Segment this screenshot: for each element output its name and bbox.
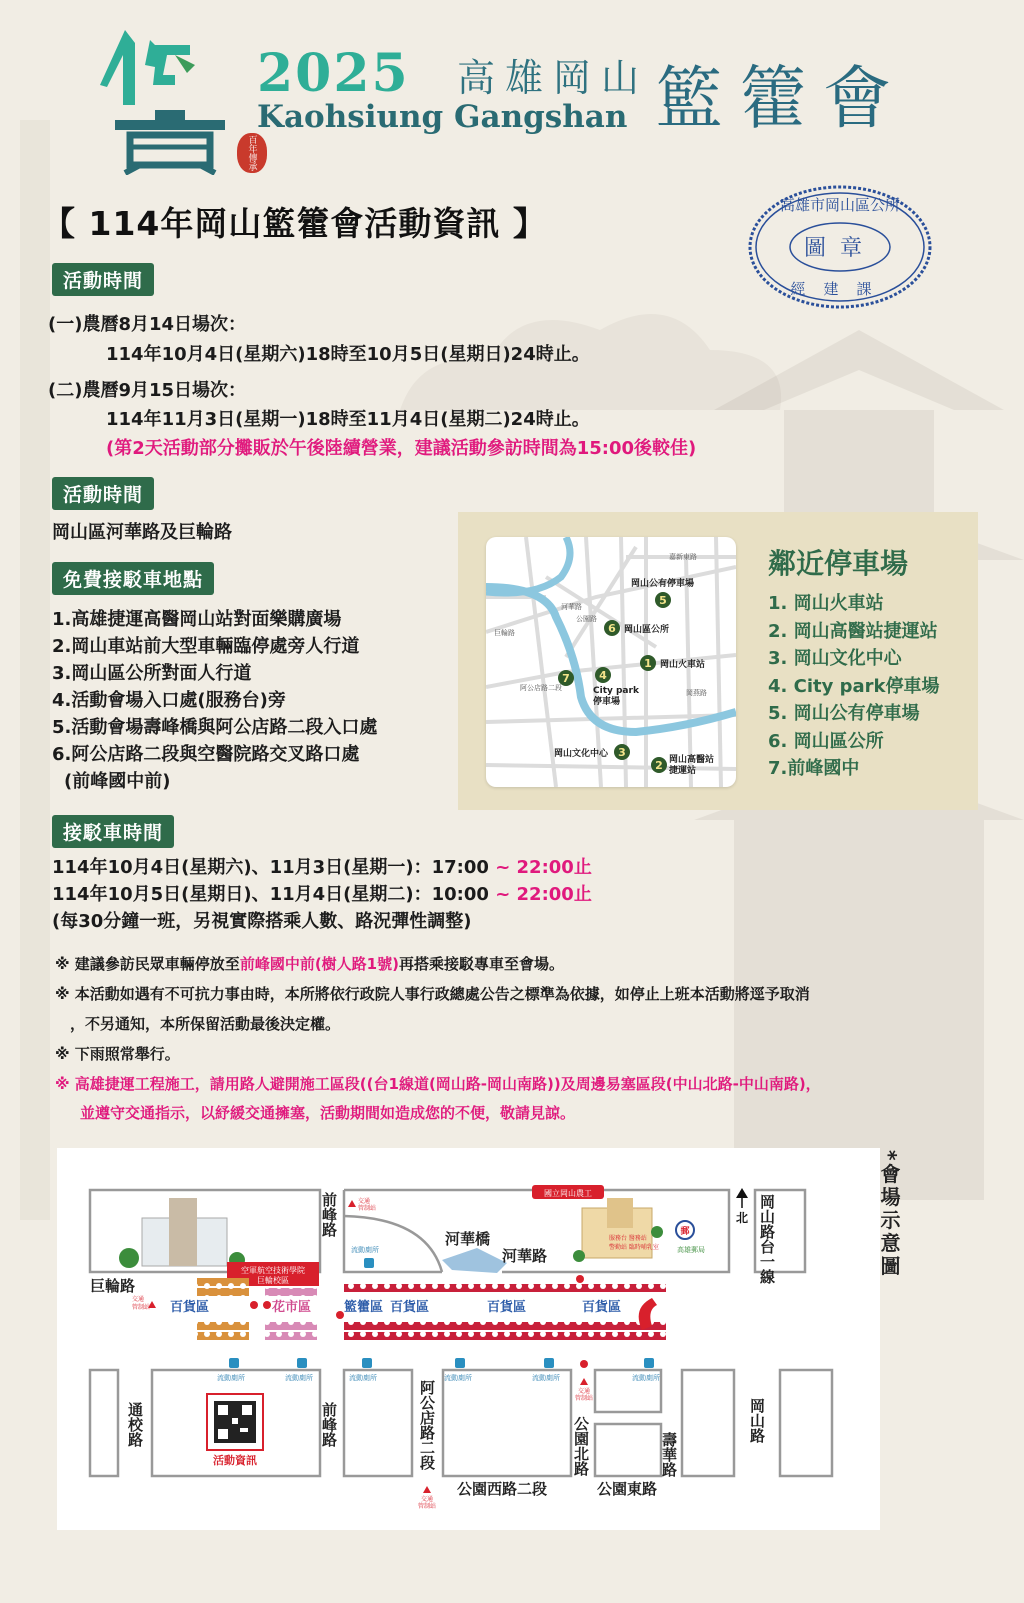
- svg-text:郵: 郵: [680, 1227, 690, 1237]
- heritage-seal: 百年傳承: [237, 133, 267, 173]
- session-1-label: (一)農曆8月14日場次：: [48, 314, 247, 335]
- svg-text:國立岡山農工: 國立岡山農工: [544, 1189, 592, 1198]
- notice-parking: [55, 953, 564, 974]
- svg-text:前峰路: 前峰路: [320, 1192, 338, 1237]
- svg-text:流動廁所: 流動廁所: [632, 1374, 660, 1382]
- session-note: (第2天活動部分攤販於午後陸續營業，建議活動參訪時間為15:00後較佳): [106, 438, 697, 459]
- svg-text:4: 4: [599, 669, 607, 682]
- notice-text: 再搭乘接駁專車至會場。: [398, 955, 564, 973]
- shuttle-time-start: 114年10月5日(星期日)、11月4日(星期二)：10:00: [52, 884, 489, 905]
- svg-text:公園西路二段: 公園西路二段: [457, 1480, 548, 1498]
- shuttle-stop-item: (前峰國中前): [64, 771, 171, 792]
- shuttle-time-tag: 接駁車時間: [52, 815, 174, 848]
- svg-text:巨輪路: 巨輪路: [494, 629, 515, 637]
- svg-text:河華路: 河華路: [561, 603, 582, 611]
- svg-text:警勤站 臨時哺乳室: 警勤站 臨時哺乳室: [609, 1244, 659, 1251]
- notice-mrt-construction-2: 並遵守交通指示，以紓緩交通擁塞，活動期間如造成您的不便，敬請見諒。: [80, 1104, 576, 1122]
- shuttle-stop-item: 5.活動會場壽峰橋與阿公店路二段入口處: [52, 717, 378, 738]
- notice-force-majeure-1: ※ 本活動如遇有不可抗力事由時，本所將依行政院人事行政總處公告之標準為依據，如停止上班本活動將逕予取消: [55, 985, 810, 1003]
- notice-mrt-construction-1: ※ 高雄捷運工程施工，請用路人避開施工區段((台1線道(岡山路-岡山南路))及周邊易塞區段(中山北路-中山南路)，: [55, 1075, 821, 1093]
- svg-text:岡燕路: 岡燕路: [686, 689, 707, 697]
- festival-name-chinese: 籃籗會: [655, 60, 908, 139]
- svg-text:服務台 醫務站: 服務台 醫務站: [609, 1235, 647, 1242]
- svg-text:百貨區: 百貨區: [487, 1300, 527, 1315]
- svg-text:停車場: 停車場: [593, 697, 621, 707]
- svg-text:公園路: 公園路: [576, 615, 597, 623]
- svg-text:流動廁所: 流動廁所: [444, 1374, 472, 1382]
- shuttle-time-row-1: [52, 853, 592, 879]
- shuttle-stop-item: 2.岡山車站前大型車輛臨停處旁人行道: [52, 636, 360, 657]
- parking-item: 4. City park停車場: [768, 675, 940, 697]
- svg-text:岡山文化中心: 岡山文化中心: [554, 749, 609, 759]
- notice-rain: ※ 下雨照常舉行。: [55, 1045, 180, 1063]
- svg-text:公園北路: 公園北路: [572, 1416, 590, 1476]
- svg-text:交通: 交通: [358, 1198, 371, 1205]
- svg-text:北: 北: [736, 1211, 749, 1225]
- page-title: 【 114年岡山籃籗會活動資訊 】: [42, 204, 547, 243]
- svg-text:圖章: 圖章: [803, 236, 877, 261]
- svg-text:管制站: 管制站: [418, 1503, 437, 1510]
- shuttle-stop-item: 6.阿公店路二段與空醫院路交叉路口處: [52, 744, 360, 765]
- svg-text:6: 6: [608, 622, 616, 635]
- shuttle-time-start: 114年10月4日(星期六)、11月3日(星期一)：17:00: [52, 857, 489, 878]
- svg-text:交通: 交通: [421, 1496, 434, 1503]
- notice-text: ※ 建議參訪民眾車輛停放至: [55, 955, 240, 973]
- shuttle-time-end: ~ 22:00止: [488, 884, 592, 905]
- svg-text:5: 5: [659, 594, 667, 607]
- shuttle-time-note: (每30分鐘一班，另視實際搭乘人數、路況彈性調整): [52, 911, 472, 932]
- svg-text:通校路: 通校路: [126, 1402, 144, 1447]
- svg-text:管制站: 管制站: [132, 1304, 151, 1311]
- festival-header: [95, 25, 915, 175]
- svg-text:阿公店路二段: 阿公店路二段: [418, 1380, 436, 1470]
- festival-year: 2025: [257, 43, 410, 104]
- svg-text:岡山路: 岡山路: [748, 1398, 766, 1443]
- parking-item: 7.前峰國中: [768, 758, 860, 779]
- venue-map-graphic: [57, 1148, 880, 1530]
- bamboo-logo-icon: [95, 25, 245, 175]
- svg-text:捷運站: 捷運站: [669, 766, 697, 776]
- shuttle-time-row-2: [52, 880, 592, 906]
- svg-text:高雄郵局: 高雄郵局: [677, 1246, 705, 1254]
- svg-text:巨輪校區: 巨輪校區: [257, 1276, 289, 1285]
- svg-text:City park: City park: [593, 686, 639, 696]
- svg-text:前峰路: 前峰路: [320, 1402, 338, 1447]
- parking-item: 2. 岡山高醫站捷運站: [768, 620, 938, 642]
- svg-text:阿公店路二段: 阿公店路二段: [520, 684, 562, 692]
- svg-text:岡山公有停車場: 岡山公有停車場: [631, 579, 695, 589]
- background-pillar: [20, 120, 50, 1220]
- session-1-detail: 114年10月4日(星期六)18時至10月5日(星期日)24時止。: [106, 344, 590, 365]
- nearby-parking-panel: [458, 512, 978, 810]
- svg-text:嘉新東路: 嘉新東路: [669, 553, 697, 561]
- parking-item: 6. 岡山區公所: [768, 730, 884, 752]
- parking-location-map: [486, 537, 736, 787]
- svg-text:岡山區公所: 岡山區公所: [624, 625, 670, 635]
- shuttle-stop-item: 1.高雄捷運高醫岡山站對面樂購廣場: [52, 609, 342, 630]
- parking-item: 5. 岡山公有停車場: [768, 703, 920, 724]
- parking-map-graphic: [486, 537, 736, 787]
- svg-text:管制站: 管制站: [358, 1205, 377, 1212]
- svg-text:岡山路台一線: 岡山路台一線: [758, 1194, 776, 1284]
- site-map-caption: *會場示意圖: [877, 1150, 901, 1279]
- svg-text:交通: 交通: [578, 1388, 591, 1395]
- venue-site-map: [57, 1148, 880, 1530]
- parking-title: 鄰近停車場: [768, 547, 909, 580]
- city-name-english: Kaohsiung Gangshan: [257, 99, 628, 135]
- svg-text:公園東路: 公園東路: [597, 1480, 658, 1498]
- svg-text:經建課: 經建課: [790, 280, 890, 298]
- svg-text:7: 7: [562, 672, 570, 685]
- svg-text:管制站: 管制站: [575, 1395, 594, 1402]
- svg-text:百貨區: 百貨區: [390, 1300, 430, 1315]
- shuttle-stop-item: 3.岡山區公所對面人行道: [52, 663, 252, 684]
- svg-text:河華橋: 河華橋: [445, 1230, 491, 1248]
- shuttle-time-end: ~ 22:00止: [488, 857, 592, 878]
- svg-text:壽華路: 壽華路: [660, 1432, 678, 1477]
- event-time-tag: 活動時間: [52, 263, 154, 296]
- parking-item: 1. 岡山火車站: [768, 593, 884, 614]
- svg-text:岡山高醫站: 岡山高醫站: [669, 755, 715, 765]
- notice-highlight: 前峰國中前(樹人路1號): [239, 955, 399, 973]
- svg-text:2: 2: [655, 759, 663, 772]
- svg-text:百貨區: 百貨區: [582, 1300, 622, 1315]
- svg-text:流動廁所: 流動廁所: [351, 1246, 379, 1254]
- svg-text:空軍航空技術學院: 空軍航空技術學院: [241, 1266, 305, 1275]
- svg-text:3: 3: [618, 746, 626, 759]
- parking-item: 3. 岡山文化中心: [768, 648, 902, 669]
- svg-text:活動資訊: 活動資訊: [213, 1454, 257, 1467]
- official-stamp-icon: [745, 182, 935, 312]
- svg-text:籃籗區: 籃籗區: [344, 1300, 384, 1315]
- svg-text:河華路: 河華路: [502, 1247, 548, 1265]
- event-location-tag: 活動時間: [52, 477, 154, 510]
- svg-text:花市區: 花市區: [272, 1300, 312, 1315]
- svg-text:流動廁所: 流動廁所: [349, 1374, 377, 1382]
- session-2-label: (二)農曆9月15日場次：: [48, 380, 247, 401]
- svg-text:交通: 交通: [132, 1296, 145, 1303]
- shuttle-stop-item: 4.活動會場入口處(服務台)旁: [52, 690, 286, 711]
- svg-text:流動廁所: 流動廁所: [217, 1374, 245, 1382]
- svg-text:岡山火車站: 岡山火車站: [660, 660, 706, 670]
- city-name-chinese: 高雄岡山: [457, 56, 650, 100]
- svg-text:流動廁所: 流動廁所: [285, 1374, 313, 1382]
- svg-text:高雄市岡山區公所: 高雄市岡山區公所: [779, 196, 901, 214]
- svg-text:百貨區: 百貨區: [170, 1300, 210, 1315]
- svg-text:巨輪路: 巨輪路: [90, 1277, 136, 1295]
- svg-text:流動廁所: 流動廁所: [532, 1374, 560, 1382]
- event-location-text: 岡山區河華路及巨輪路: [52, 522, 232, 543]
- shuttle-stops-tag: 免費接駁車地點: [52, 562, 214, 595]
- parking-list: [768, 590, 940, 783]
- svg-text:1: 1: [644, 657, 652, 670]
- notice-force-majeure-2: ，不另通知，本所保留活動最後決定權。: [70, 1015, 341, 1033]
- session-2-detail: 114年11月3日(星期一)18時至11月4日(星期二)24時止。: [106, 409, 590, 430]
